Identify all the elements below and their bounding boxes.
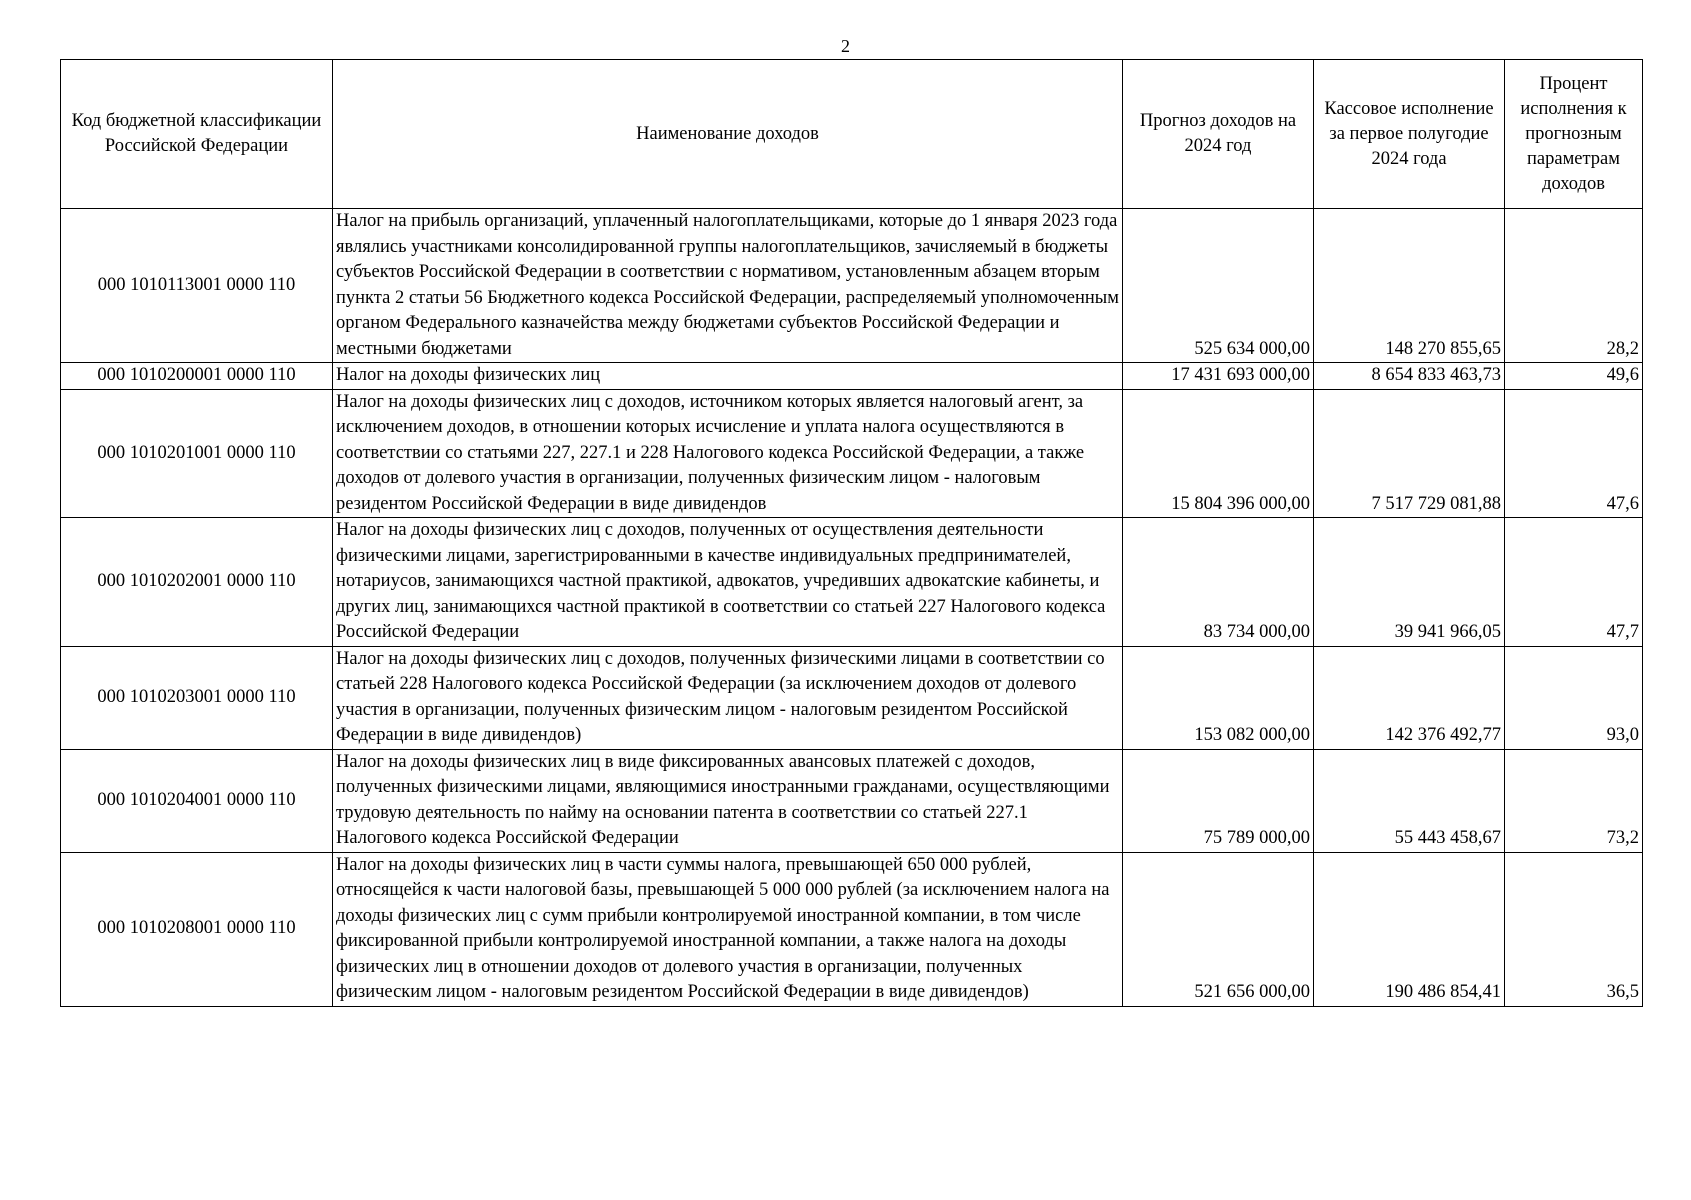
forecast-cell: 525 634 000,00	[1123, 209, 1314, 363]
header-percent: Процент исполнения к прогнозным параметрам доходов	[1505, 60, 1643, 209]
percent-cell: 49,6	[1505, 363, 1643, 390]
name-cell: Налог на доходы физических лиц с доходов, полученных от осуществления деятельности физическими лицами, зарегистрированными в качестве индивидуальных предпринимателей, нотариусов, занимающихся частной практикой, адвокатов, учредивших адвокатские кабинеты, и других лиц, занимающихся частной практикой в соответствии со статьей 227 Налогового кодекса Российской Федерации	[333, 518, 1123, 647]
name-cell: Налог на доходы физических лиц в части суммы налога, превышающей 650 000 рублей, относящейся к части налоговой базы, превышающей 5 000 000 рублей (за исключением налога на доходы физических лиц с сумм прибыли контролируемой иностранной компании, в том числе фиксированной прибыли контролируемой иностранной компании, а также налога на доходы физических лиц в отношении доходов от долевого участия в организации, полученных физическим лицом - налоговым резидентом Российской Федерации в виде дивидендов)	[333, 852, 1123, 1006]
table-row	[61, 518, 1643, 647]
forecast-cell: 521 656 000,00	[1123, 852, 1314, 1006]
forecast-cell: 75 789 000,00	[1123, 749, 1314, 852]
execution-cell: 148 270 855,65	[1314, 209, 1505, 363]
table-row	[61, 852, 1643, 1006]
page-number: 2	[841, 36, 850, 56]
execution-cell: 142 376 492,77	[1314, 646, 1505, 749]
execution-cell: 7 517 729 081,88	[1314, 389, 1505, 518]
execution-cell: 190 486 854,41	[1314, 852, 1505, 1006]
execution-cell: 39 941 966,05	[1314, 518, 1505, 647]
name-cell: Налог на доходы физических лиц	[333, 363, 1123, 390]
table-row	[61, 363, 1643, 390]
execution-cell: 55 443 458,67	[1314, 749, 1505, 852]
percent-cell: 47,6	[1505, 389, 1643, 518]
table-row	[61, 389, 1643, 518]
header-code: Код бюджетной классификации Российской Федерации	[61, 60, 333, 209]
code-cell: 000 1010203001 0000 110	[61, 646, 333, 749]
name-cell: Налог на доходы физических лиц с доходов, источником которых является налоговый агент, за исключением доходов, в отношении которых исчисление и уплата налога осуществляются в соответствии со статьями 227, 227.1 и 228 Налогового кодекса Российской Федерации, а также доходов от долевого участия в организации, полученных физическим лицом - налоговым резидентом Российской Федерации в виде дивидендов	[333, 389, 1123, 518]
forecast-cell: 15 804 396 000,00	[1123, 389, 1314, 518]
name-cell: Налог на прибыль организаций, уплаченный налогоплательщиками, которые до 1 января 2023 года являлись участниками консолидированной группы налогоплательщиков, зачисляемый в бюджеты субъектов Российской Федерации в соответствии с нормативом, установленным абзацем вторым пункта 2 статьи 56 Бюджетного кодекса Российской Федерации, распределяемый уполномоченным органом Федерального казначейства между бюджетами субъектов Российской Федерации и местными бюджетами	[333, 209, 1123, 363]
header-forecast: Прогноз доходов на 2024 год	[1123, 60, 1314, 209]
execution-cell: 8 654 833 463,73	[1314, 363, 1505, 390]
forecast-cell: 83 734 000,00	[1123, 518, 1314, 647]
code-cell: 000 1010201001 0000 110	[61, 389, 333, 518]
code-cell: 000 1010200001 0000 110	[61, 363, 333, 390]
table-row	[61, 209, 1643, 363]
code-cell: 000 1010204001 0000 110	[61, 749, 333, 852]
percent-cell: 93,0	[1505, 646, 1643, 749]
header-name: Наименование доходов	[333, 60, 1123, 209]
percent-cell: 47,7	[1505, 518, 1643, 647]
table-header-row	[61, 60, 1643, 209]
table-row	[61, 646, 1643, 749]
forecast-cell: 153 082 000,00	[1123, 646, 1314, 749]
code-cell: 000 1010202001 0000 110	[61, 518, 333, 647]
code-cell: 000 1010113001 0000 110	[61, 209, 333, 363]
forecast-cell: 17 431 693 000,00	[1123, 363, 1314, 390]
percent-cell: 36,5	[1505, 852, 1643, 1006]
table-row	[61, 749, 1643, 852]
percent-cell: 28,2	[1505, 209, 1643, 363]
percent-cell: 73,2	[1505, 749, 1643, 852]
code-cell: 000 1010208001 0000 110	[61, 852, 333, 1006]
revenue-table	[60, 59, 1643, 1007]
name-cell: Налог на доходы физических лиц в виде фиксированных авансовых платежей с доходов, полученных физическими лицами, являющимися иностранными гражданами, осуществляющими трудовую деятельность по найму на основании патента в соответствии со статьей 227.1 Налогового кодекса Российской Федерации	[333, 749, 1123, 852]
name-cell: Налог на доходы физических лиц с доходов, полученных физическими лицами в соответствии со статьей 228 Налогового кодекса Российской Федерации (за исключением доходов от долевого участия в организации, полученных физическим лицом - налоговым резидентом Российской Федерации в виде дивидендов)	[333, 646, 1123, 749]
header-execution: Кассовое исполнение за первое полугодие 2024 года	[1314, 60, 1505, 209]
